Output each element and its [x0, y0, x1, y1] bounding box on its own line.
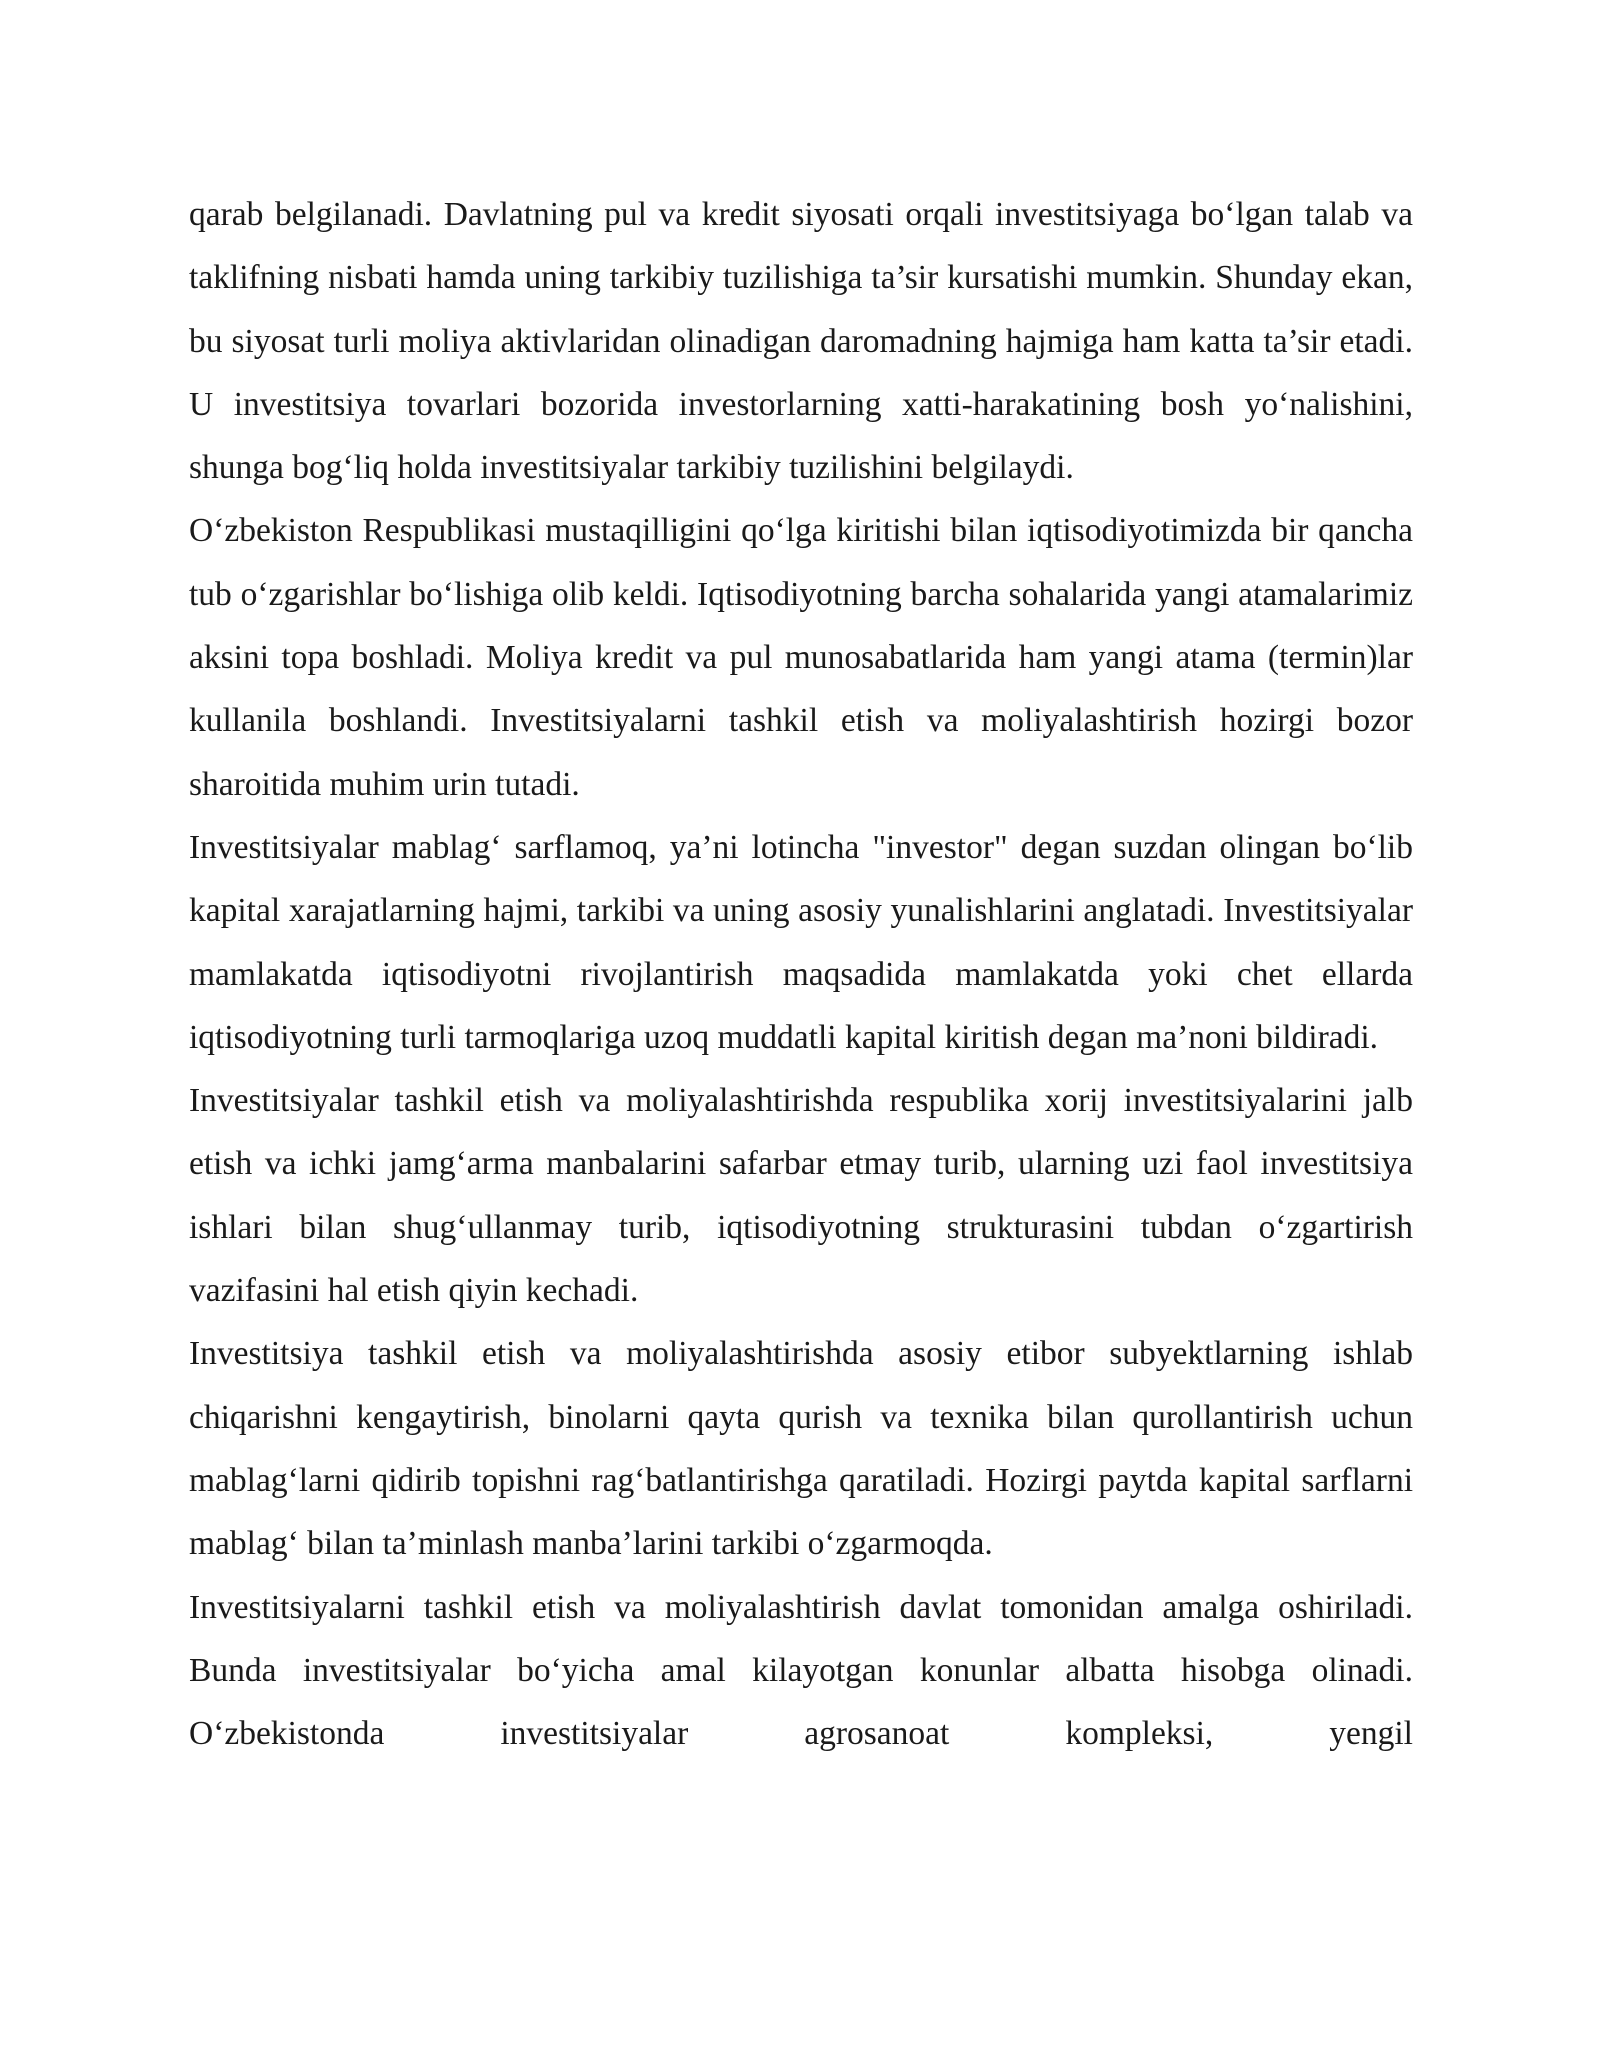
- paragraph: O‘zbekiston Respublikasi mustaqilligini qo‘lga kiritishi bilan iqtisodiyotimizda bir qancha tub o‘zgarishlar bo‘lishiga olib keldi. Iqtisodiyotning barcha sohalarida yangi atamalarimiz aksini topa boshladi. Moliya kredit va pul munosabatlarida ham yangi atama (termin)lar kullanila boshlandi. Investitsiyalarni tashkil etish va moliyalashtirish hozirgi bozor sharoitida muhim urin tutadi.: [189, 512, 1413, 803]
- paragraph: Investitsiyalar mablag‘ sarflamoq, ya’ni lotincha "investor" degan suzdan olingan bo‘lib kapital xarajatlarning hajmi, tarkibi va uning asosiy yunalishlarini anglatadi. Investitsiyalar mamlakatda iqtisodiyotni rivojlantirish maqsadida mamlakatda yoki chet ellarda iqtisodiyotning turli tarmoqlariga uzoq muddatli kapital kiritish degan ma’noni bildiradi.: [189, 828, 1413, 1056]
- document-body: [189, 183, 1413, 1765]
- paragraph: qarab belgilanadi. Davlatning pul va kredit siyosati orqali investitsiyaga bo‘lgan talab va taklifning nisbati hamda uning tarkibiy tuzilishiga ta’sir kursatishi mumkin. Shunday ekan, bu siyosat turli moliya aktivlaridan olinadigan daromadning hajmiga ham katta ta’sir etadi. U investitsiya tovarlari bozorida investorlarning xatti-harakatining bosh yo‘nalishini, shunga bog‘liq holda investitsiyalar tarkibiy tuzilishini belgilaydi.: [189, 196, 1413, 487]
- paragraph: Investitsiyalarni tashkil etish va moliyalashtirish davlat tomonidan amalga oshiriladi. Bunda investitsiyalar bo‘yicha amal kilayotgan konunlar albatta hisobga olinadi. O‘zbekistonda investitsiyalar agrosanoat kompleksi, yengil: [189, 1588, 1413, 1753]
- paragraph: Investitsiya tashkil etish va moliyalashtirishda asosiy etibor subyektlarning ishlab chiqarishni kengaytirish, binolarni qayta qurish va texnika bilan qurollantirish uchun mablag‘larni qidirib topishni rag‘batlantirishga qaratiladi. Hozirgi paytda kapital sarflarni mablag‘ bilan ta’minlash manba’larini tarkibi o‘zgarmoqda.: [189, 1335, 1413, 1563]
- paragraph: Investitsiyalar tashkil etish va moliyalashtirishda respublika xorij investitsiyalarini jalb etish va ichki jamg‘arma manbalarini safarbar etmay turib, ularning uzi faol investitsiya ishlari bilan shug‘ullanmay turib, iqtisodiyotning strukturasini tubdan o‘zgartirish vazifasini hal etish qiyin kechadi.: [189, 1082, 1413, 1310]
